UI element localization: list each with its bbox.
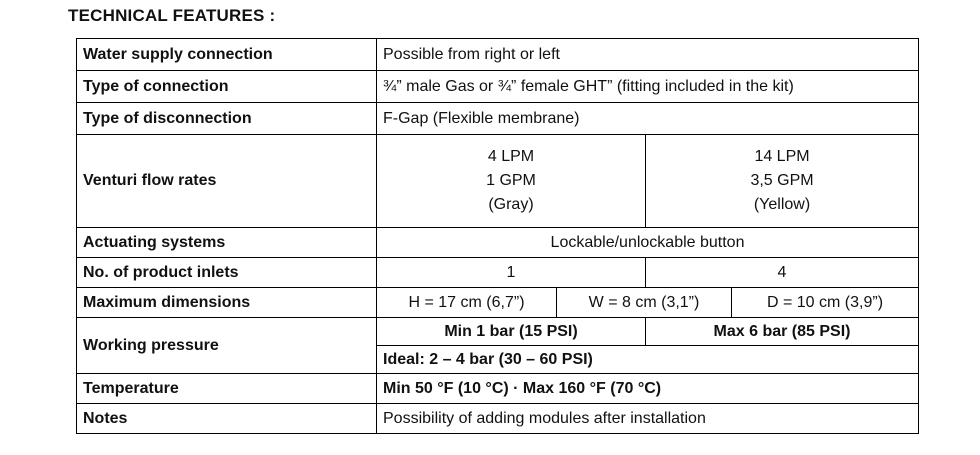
label-connection-type: Type of connection xyxy=(77,71,377,103)
row-connection-type xyxy=(77,71,919,103)
label-water-supply: Water supply connection xyxy=(77,39,377,71)
venturi-yellow-lpm: 14 LPM xyxy=(754,148,810,165)
row-water-supply xyxy=(77,39,919,71)
row-actuating xyxy=(77,228,919,258)
label-actuating: Actuating systems xyxy=(77,228,377,258)
value-pressure-ideal: Ideal: 2 – 4 bar (30 – 60 PSI) xyxy=(377,346,919,374)
value-dimension-h: H = 17 cm (6,7”) xyxy=(377,288,557,318)
row-inlets xyxy=(77,258,919,288)
section-heading: TECHNICAL FEATURES : xyxy=(68,6,276,25)
row-notes xyxy=(77,404,919,434)
row-dimensions xyxy=(77,288,919,318)
row-venturi xyxy=(77,135,919,228)
value-disconnection-type: F-Gap (Flexible membrane) xyxy=(377,103,919,135)
value-dimension-w: W = 8 cm (3,1”) xyxy=(557,288,732,318)
label-pressure: Working pressure xyxy=(77,318,377,374)
value-pressure-max: Max 6 bar (85 PSI) xyxy=(646,318,919,346)
venturi-yellow-cell xyxy=(646,135,919,228)
value-connection-type: ¾” male Gas or ¾” female GHT” (fitting included in the kit) xyxy=(377,71,919,103)
label-notes: Notes xyxy=(77,404,377,434)
row-temperature xyxy=(77,374,919,404)
label-inlets: No. of product inlets xyxy=(77,258,377,288)
label-dimensions: Maximum dimensions xyxy=(77,288,377,318)
value-water-supply: Possible from right or left xyxy=(377,39,919,71)
venturi-gray-lpm: 4 LPM xyxy=(487,148,535,165)
value-temperature: Min 50 °F (10 °C) · Max 160 °F (70 °C) xyxy=(377,374,919,404)
venturi-gray-color: (Gray) xyxy=(488,196,534,213)
technical-features-table xyxy=(76,38,919,434)
value-actuating: Lockable/unlockable button xyxy=(377,228,919,258)
venturi-yellow-gpm: 3,5 GPM xyxy=(750,172,814,189)
venturi-yellow-color: (Yellow) xyxy=(753,196,811,213)
value-pressure-min: Min 1 bar (15 PSI) xyxy=(377,318,646,346)
label-disconnection-type: Type of disconnection xyxy=(77,103,377,135)
value-inlets-b: 4 xyxy=(646,258,919,288)
venturi-gray-cell xyxy=(377,135,646,228)
venturi-gray-gpm: 1 GPM xyxy=(486,172,536,189)
row-disconnection-type xyxy=(77,103,919,135)
value-notes: Possibility of adding modules after installation xyxy=(377,404,919,434)
label-venturi: Venturi flow rates xyxy=(77,135,377,228)
row-pressure-range xyxy=(77,318,919,346)
value-dimension-d: D = 10 cm (3,9”) xyxy=(732,288,919,318)
label-temperature: Temperature xyxy=(77,374,377,404)
value-inlets-a: 1 xyxy=(377,258,646,288)
